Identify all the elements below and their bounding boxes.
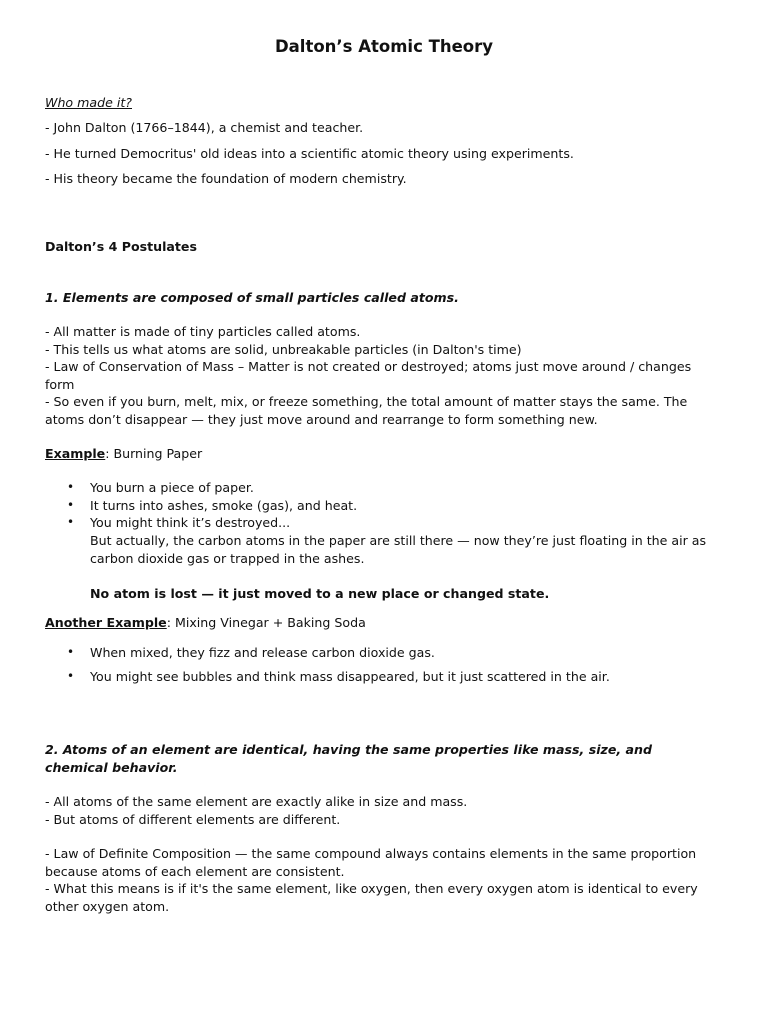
list-item: • You burn a piece of paper. <box>45 479 716 497</box>
postulate-2-body <box>45 793 716 828</box>
example-1-text: : Burning Paper <box>105 446 203 461</box>
who-line-3: - His theory became the foundation of modern chemistry. <box>45 171 407 186</box>
who-heading: Who made it? <box>45 95 132 110</box>
page-title: Dalton’s Atomic Theory <box>274 37 494 56</box>
postulate-2-line-2: - But atoms of different elements are different. <box>45 811 341 827</box>
example-1-continuation: But actually, the carbon atoms in the paper are still there — now they’re just floating in the air as carbon dioxide gas or trapped in the ashes. <box>90 533 707 566</box>
who-line-2: - He turned Democritus' old ideas into a scientific atomic theory using experiments. <box>45 146 574 161</box>
postulate-2-line-3: - Law of Definite Composition — the same compound always contains elements in the same proportion because atoms of each element are consistent. <box>45 846 697 879</box>
example-2-list <box>45 644 716 685</box>
postulate-1-body <box>45 323 716 428</box>
example-2-line <box>45 614 716 632</box>
example-1-conclusion: No atom is lost — it just moved to a new place or changed state. <box>90 586 550 601</box>
postulate-2-heading: 2. Atoms of an element are identical, having the same properties like mass, size, and chemical behavior. <box>45 742 653 775</box>
postulate-1-line-4: - So even if you burn, melt, mix, or freeze something, the total amount of matter stays the same. The atoms don’t disappear — they just move around and rearrange to form something new. <box>45 394 688 427</box>
postulate-2-line-4: - What this means is if it's the same element, like oxygen, then every oxygen atom is identical to every other oxygen atom. <box>45 881 698 914</box>
example-2-label: Another Example <box>45 615 167 630</box>
list-item: • You might think it’s destroyed... <box>45 514 716 532</box>
example-1-line <box>45 445 716 463</box>
list-item: • When mixed, they fizz and release carbon dioxide gas. <box>45 644 716 662</box>
postulate-1-heading: 1. Elements are composed of small particles called atoms. <box>45 290 459 305</box>
example-2-text: : Mixing Vinegar + Baking Soda <box>166 615 366 630</box>
who-line-1: - John Dalton (1766–1844), a chemist and teacher. <box>45 120 364 135</box>
postulate-1-line-3: - Law of Conservation of Mass – Matter is not created or destroyed; atoms just move around / changes form <box>45 359 692 392</box>
postulate-2-line-1: - All atoms of the same element are exactly alike in size and mass. <box>45 794 468 809</box>
example-1-label: Example <box>45 446 106 461</box>
example-1-list <box>45 479 716 532</box>
list-item: • You might see bubbles and think mass disappeared, but it just scattered in the air. <box>45 668 716 686</box>
postulate-2-body-2 <box>45 845 716 915</box>
list-item: • It turns into ashes, smoke (gas), and heat. <box>45 497 716 515</box>
postulate-1-line-2: - This tells us what atoms are solid, unbreakable particles (in Dalton's time) <box>45 341 522 357</box>
postulate-1-line-1: - All matter is made of tiny particles called atoms. <box>45 324 361 339</box>
postulates-heading: Dalton’s 4 Postulates <box>45 239 197 254</box>
